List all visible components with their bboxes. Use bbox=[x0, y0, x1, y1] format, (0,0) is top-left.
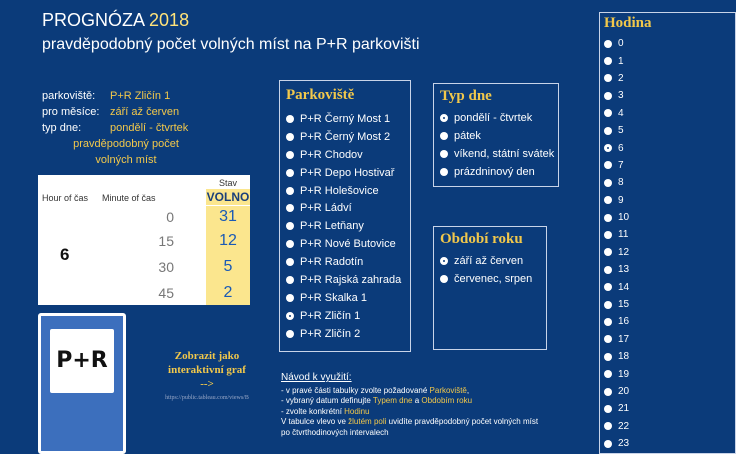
radio-button-icon[interactable] bbox=[440, 275, 448, 283]
radio-button-icon[interactable] bbox=[604, 179, 612, 187]
typ-dne-option-label: víkend, státní svátek bbox=[454, 147, 555, 160]
hodina-option[interactable] bbox=[604, 87, 735, 104]
parkoviste-option[interactable] bbox=[286, 271, 410, 289]
radio-button-icon[interactable] bbox=[604, 301, 612, 309]
hodina-option-label: 6 bbox=[618, 142, 624, 154]
parkoviste-option-label: P+R Skalka 1 bbox=[300, 291, 367, 304]
radio-button-icon[interactable] bbox=[604, 57, 612, 65]
parkoviste-option[interactable] bbox=[286, 199, 410, 217]
parkoviste-option-label: P+R Radotín bbox=[300, 256, 364, 269]
hodina-option[interactable] bbox=[604, 365, 735, 382]
page-subtitle: pravděpodobný počet volných míst na P+R parkovišti bbox=[42, 36, 420, 53]
hodina-option-label: 19 bbox=[618, 368, 630, 380]
instructions-line: - zvolte konkrétní Hodinu bbox=[281, 406, 370, 416]
radio-button-icon[interactable] bbox=[286, 294, 294, 302]
parkoviste-option[interactable] bbox=[286, 128, 410, 146]
parkoviste-option[interactable] bbox=[286, 146, 410, 164]
park-and-ride-sign-text: P+R bbox=[50, 329, 114, 393]
radio-button-icon[interactable] bbox=[286, 187, 294, 195]
hodina-option[interactable] bbox=[604, 52, 735, 69]
table-stav-header: Stav bbox=[218, 178, 237, 188]
table-row-minute: 15 bbox=[158, 233, 174, 249]
parkoviste-option-label: P+R Nové Butovice bbox=[300, 238, 396, 251]
parkoviste-options bbox=[286, 110, 410, 343]
parkoviste-option-label: P+R Černý Most 1 bbox=[300, 112, 391, 125]
table-minute-header: Minute of čas bbox=[102, 193, 156, 203]
table-row-minute: 0 bbox=[166, 209, 174, 225]
radio-button-icon[interactable] bbox=[604, 161, 612, 169]
hodina-option[interactable] bbox=[604, 70, 735, 87]
radio-button-icon[interactable] bbox=[604, 109, 612, 117]
hodina-option-label: 17 bbox=[618, 333, 630, 345]
radio-button-icon[interactable] bbox=[440, 257, 448, 265]
table-row-volno: 5 bbox=[223, 258, 233, 275]
radio-button-icon[interactable] bbox=[286, 330, 294, 338]
summary-day-value: pondělí - čtvrtek bbox=[110, 122, 189, 134]
selection-summary bbox=[42, 88, 206, 168]
hodina-option[interactable] bbox=[604, 122, 735, 139]
title-prefix: PROGNÓZA bbox=[42, 10, 145, 30]
hodina-option-label: 13 bbox=[618, 264, 630, 276]
hodina-filter-title: Hodina bbox=[604, 15, 652, 31]
hodina-option[interactable] bbox=[604, 313, 735, 330]
summary-parking-label: parkoviště: bbox=[42, 90, 96, 102]
hodina-option[interactable] bbox=[604, 435, 735, 452]
interactive-link-url[interactable]: https://public.tableau.com/views/B bbox=[165, 395, 249, 401]
radio-button-icon[interactable] bbox=[604, 40, 612, 48]
table-hour-value: 6 bbox=[60, 245, 70, 264]
summary-parking-value: P+R Zličín 1 bbox=[110, 90, 171, 102]
hodina-option[interactable] bbox=[604, 296, 735, 313]
hodina-option-label: 0 bbox=[618, 38, 624, 50]
radio-button-icon[interactable] bbox=[604, 248, 612, 256]
summary-note-1: pravděpodobný počet bbox=[73, 138, 179, 150]
radio-button-icon[interactable] bbox=[286, 115, 294, 123]
free-spaces-table bbox=[38, 175, 250, 305]
hodina-option-label: 22 bbox=[618, 420, 630, 432]
page-title bbox=[42, 10, 189, 31]
parkoviste-option[interactable] bbox=[286, 217, 410, 235]
radio-button-icon[interactable] bbox=[604, 196, 612, 204]
table-row-minute: 45 bbox=[158, 285, 174, 301]
obdobi-filter-title: Období roku bbox=[440, 231, 523, 247]
obdobi-options bbox=[440, 252, 546, 288]
hodina-option[interactable] bbox=[604, 157, 735, 174]
interactive-link-line2: interaktivní graf bbox=[168, 364, 246, 376]
hodina-option-label: 20 bbox=[618, 386, 630, 397]
radio-button-icon[interactable] bbox=[604, 92, 612, 100]
radio-button-icon[interactable] bbox=[604, 231, 612, 239]
typ-dne-option-label: pátek bbox=[454, 129, 481, 142]
radio-button-icon[interactable] bbox=[440, 168, 448, 176]
parkoviste-option-label: P+R Zličín 1 bbox=[300, 309, 361, 322]
summary-note-2: volných míst bbox=[95, 154, 157, 166]
radio-button-icon[interactable] bbox=[440, 114, 448, 122]
hodina-option-label: 8 bbox=[618, 177, 624, 189]
instructions-line: - v pravé části tabulky zvolte požadované Parkoviště, bbox=[281, 385, 470, 395]
radio-button-icon[interactable] bbox=[286, 258, 294, 266]
summary-month-label: pro měsíce: bbox=[42, 106, 100, 118]
radio-button-icon[interactable] bbox=[604, 318, 612, 326]
hodina-option-label: 14 bbox=[618, 281, 630, 293]
parkoviste-option-label: P+R Holešovice bbox=[300, 184, 379, 197]
parkoviste-option[interactable] bbox=[286, 110, 410, 128]
table-row-minute: 30 bbox=[158, 259, 174, 275]
parkoviste-option[interactable] bbox=[286, 253, 410, 271]
typ-dne-option[interactable] bbox=[440, 163, 558, 181]
typ-dne-option-label: pondělí - čtvrtek bbox=[454, 111, 533, 124]
hodina-option[interactable] bbox=[604, 400, 735, 417]
interactive-link-line1: Zobrazit jako bbox=[174, 350, 240, 362]
table-hour-header: Hour of čas bbox=[42, 193, 89, 203]
radio-button-icon[interactable] bbox=[286, 151, 294, 159]
interactive-graph-link[interactable] bbox=[152, 349, 262, 405]
parkoviste-filter-title: Parkoviště bbox=[286, 87, 355, 103]
radio-button-icon[interactable] bbox=[286, 169, 294, 177]
hodina-option[interactable] bbox=[604, 331, 735, 348]
radio-button-icon[interactable] bbox=[604, 353, 612, 361]
instructions bbox=[281, 373, 581, 438]
radio-button-icon[interactable] bbox=[286, 133, 294, 141]
hodina-option-label: 11 bbox=[618, 229, 629, 241]
hodina-option[interactable] bbox=[604, 174, 735, 191]
typ-dne-option[interactable] bbox=[440, 145, 558, 163]
obdobi-filter bbox=[433, 226, 547, 350]
parkoviste-option[interactable] bbox=[286, 325, 410, 343]
radio-button-icon[interactable] bbox=[604, 74, 612, 82]
radio-button-icon[interactable] bbox=[604, 335, 612, 343]
hodina-options bbox=[604, 35, 735, 452]
title-year: 2018 bbox=[149, 10, 190, 30]
radio-button-icon[interactable] bbox=[286, 222, 294, 230]
hodina-option[interactable] bbox=[604, 226, 735, 243]
parkoviste-option[interactable] bbox=[286, 289, 410, 307]
parkoviste-option[interactable] bbox=[286, 307, 410, 325]
parkoviste-option-label: P+R Černý Most 2 bbox=[300, 130, 391, 143]
radio-button-icon[interactable] bbox=[286, 240, 294, 248]
hodina-option[interactable] bbox=[604, 278, 735, 295]
radio-button-icon[interactable] bbox=[604, 266, 612, 274]
radio-button-icon[interactable] bbox=[286, 204, 294, 212]
parkoviste-option-label: P+R Depo Hostivař bbox=[300, 166, 395, 179]
table-row-volno: 12 bbox=[219, 232, 237, 249]
parkoviste-option-label: P+R Chodov bbox=[300, 148, 363, 161]
radio-button-icon[interactable] bbox=[604, 283, 612, 291]
hodina-option[interactable] bbox=[604, 383, 735, 400]
instructions-line: po čtvrthodinových intervalech bbox=[281, 427, 389, 437]
hodina-option-label: 4 bbox=[618, 107, 624, 119]
hodina-option[interactable] bbox=[604, 418, 735, 435]
table-row-volno: 2 bbox=[223, 284, 233, 301]
parkoviste-option-label: P+R Rajská zahrada bbox=[300, 273, 402, 286]
hodina-option-label: 7 bbox=[618, 159, 624, 171]
typ-dne-filter-title: Typ dne bbox=[440, 88, 492, 104]
hodina-option[interactable] bbox=[604, 244, 735, 261]
hodina-option-label: 21 bbox=[618, 403, 630, 415]
summary-month-value: září až červen bbox=[110, 106, 180, 118]
parkoviste-option-label: P+R Ládví bbox=[300, 202, 352, 215]
hodina-option[interactable] bbox=[604, 209, 735, 226]
hodina-option-label: 23 bbox=[618, 438, 630, 450]
radio-button-icon[interactable] bbox=[604, 388, 612, 396]
obdobi-option[interactable] bbox=[440, 270, 546, 288]
typ-dne-option[interactable] bbox=[440, 109, 558, 127]
summary-day bbox=[42, 120, 206, 136]
park-and-ride-sign bbox=[38, 313, 126, 454]
parkoviste-filter bbox=[279, 80, 411, 352]
hodina-option[interactable] bbox=[604, 261, 735, 278]
radio-button-icon[interactable] bbox=[604, 440, 612, 448]
radio-button-icon[interactable] bbox=[604, 405, 612, 413]
hodina-filter bbox=[599, 12, 736, 454]
parkoviste-option-label: P+R Zličín 2 bbox=[300, 327, 361, 340]
typ-dne-filter bbox=[433, 83, 559, 187]
hodina-option-label: 10 bbox=[618, 212, 630, 224]
radio-button-icon[interactable] bbox=[604, 127, 612, 135]
typ-dne-option-label: prázdninový den bbox=[454, 165, 535, 178]
radio-button-icon[interactable] bbox=[286, 276, 294, 284]
radio-button-icon[interactable] bbox=[440, 150, 448, 158]
hodina-option-label: 5 bbox=[618, 125, 624, 137]
table-volno-header: VOLNO bbox=[206, 190, 250, 204]
obdobi-option[interactable] bbox=[440, 252, 546, 270]
interactive-link-arrow: --> bbox=[200, 378, 214, 390]
hodina-option-label: 15 bbox=[618, 299, 630, 311]
radio-button-icon[interactable] bbox=[286, 312, 294, 320]
table-row-volno: 31 bbox=[219, 208, 237, 225]
hodina-option[interactable] bbox=[604, 35, 735, 52]
typ-dne-options bbox=[440, 109, 558, 181]
summary-month bbox=[42, 104, 206, 120]
instructions-line: - vybraný datum definujte Typem dne a Obdobím roku bbox=[281, 396, 473, 405]
typ-dne-option[interactable] bbox=[440, 127, 558, 145]
radio-button-icon[interactable] bbox=[440, 132, 448, 140]
hodina-option-label: 1 bbox=[618, 55, 624, 67]
parkoviste-option[interactable] bbox=[286, 235, 410, 253]
radio-button-icon[interactable] bbox=[604, 214, 612, 222]
hodina-option-label: 16 bbox=[618, 316, 630, 328]
summary-parking bbox=[42, 88, 206, 104]
obdobi-option-label: červenec, srpen bbox=[454, 272, 533, 285]
hodina-option[interactable] bbox=[604, 348, 735, 365]
obdobi-option-label: září až červen bbox=[454, 254, 524, 267]
hodina-option[interactable] bbox=[604, 105, 735, 122]
hodina-option-label: 18 bbox=[618, 351, 630, 363]
radio-button-icon[interactable] bbox=[604, 422, 612, 430]
radio-button-icon[interactable] bbox=[604, 370, 612, 378]
hodina-option-label: 3 bbox=[618, 90, 624, 102]
parkoviste-option-label: P+R Letňany bbox=[300, 220, 364, 233]
hodina-option-label: 12 bbox=[618, 246, 630, 258]
parkoviste-option[interactable] bbox=[286, 164, 410, 182]
hodina-option[interactable] bbox=[604, 139, 735, 156]
radio-button-icon[interactable] bbox=[604, 144, 612, 152]
hodina-option[interactable] bbox=[604, 192, 735, 209]
hodina-option-label: 2 bbox=[618, 72, 624, 84]
hodina-option-label: 9 bbox=[618, 194, 624, 206]
summary-day-label: typ dne: bbox=[42, 122, 82, 134]
parkoviste-option[interactable] bbox=[286, 182, 410, 200]
instructions-line: V tabulce vlevo ve žlutém poli uvidíte pravděpodobný počet volných míst bbox=[281, 417, 539, 426]
instructions-heading: Návod k využití: bbox=[281, 372, 352, 383]
